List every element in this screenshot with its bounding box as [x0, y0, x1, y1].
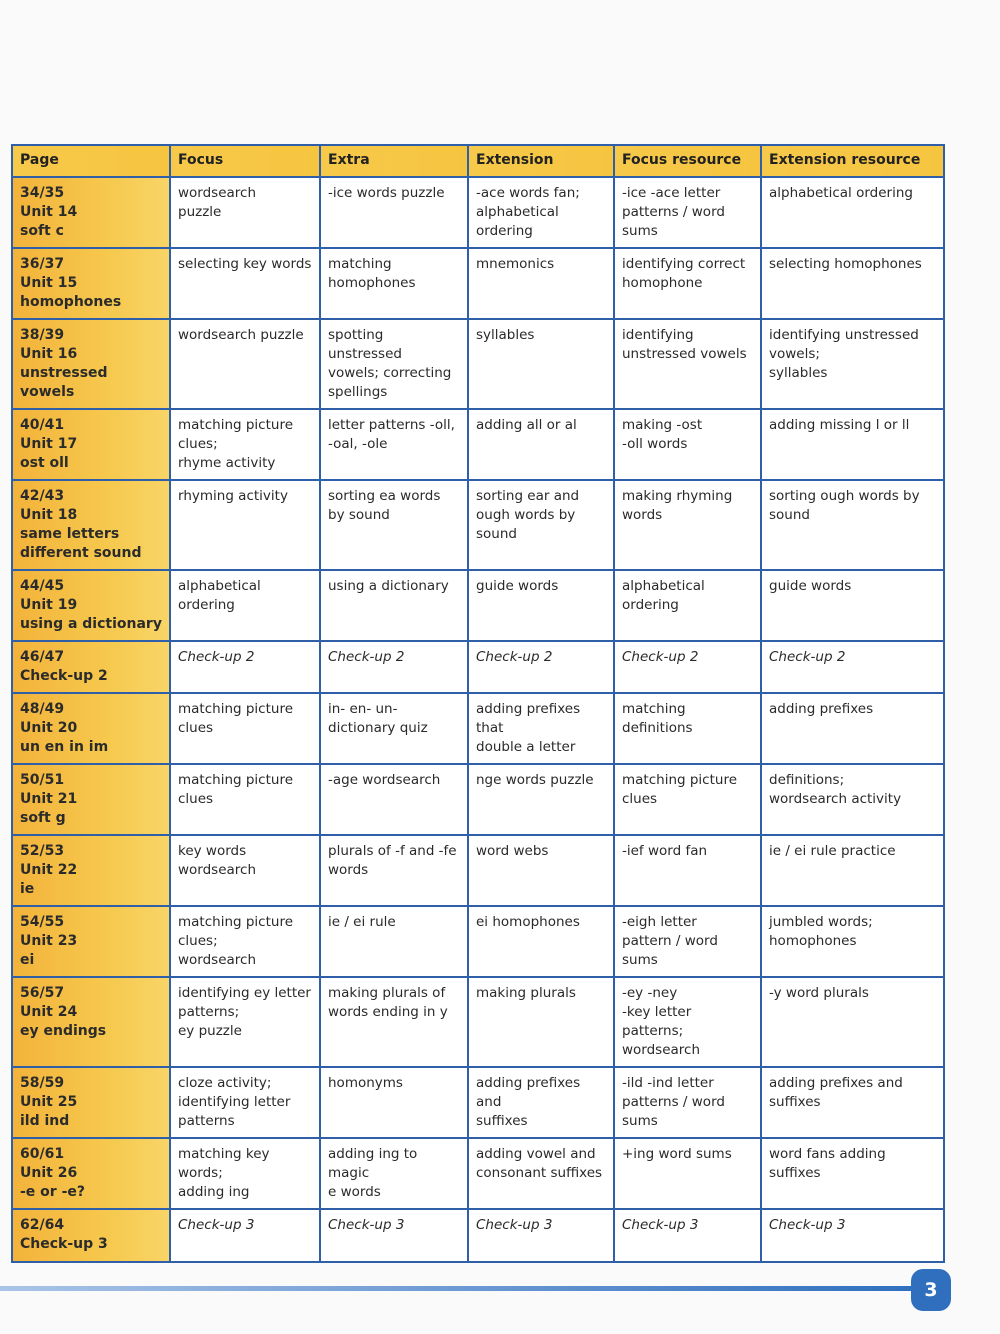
- cell-extra: Check-up 3: [320, 1209, 468, 1262]
- page-unit-cell: 56/57 Unit 24 ey endings: [12, 977, 170, 1067]
- header-extension: Extension: [468, 145, 614, 177]
- cell-extension: nge words puzzle: [468, 764, 614, 835]
- table-row: [12, 177, 944, 248]
- cell-focus: rhyming activity: [170, 480, 320, 570]
- table-row: [12, 319, 944, 409]
- cell-extra: -ice words puzzle: [320, 177, 468, 248]
- cell-extension: adding vowel and consonant suffixes: [468, 1138, 614, 1209]
- cell-focus: matching key words; adding ing: [170, 1138, 320, 1209]
- cell-focus: Check-up 2: [170, 641, 320, 693]
- cell-extension-resource: alphabetical ordering: [761, 177, 944, 248]
- cell-focus-resource: -ief word fan: [614, 835, 761, 906]
- page-unit-cell: 40/41 Unit 17 ost oll: [12, 409, 170, 480]
- table-row: [12, 641, 944, 693]
- page-unit-cell: 50/51 Unit 21 soft g: [12, 764, 170, 835]
- cell-extra: making plurals of words ending in y: [320, 977, 468, 1067]
- cell-extra: spotting unstressed vowels; correcting spellings: [320, 319, 468, 409]
- scheme-of-work-table-container: [11, 144, 943, 1263]
- page-unit-cell: 46/47 Check-up 2: [12, 641, 170, 693]
- cell-extension: ei homophones: [468, 906, 614, 977]
- cell-focus: wordsearch puzzle: [170, 177, 320, 248]
- cell-extension: mnemonics: [468, 248, 614, 319]
- table-row: [12, 906, 944, 977]
- table-row: [12, 248, 944, 319]
- page-unit-cell: 34/35 Unit 14 soft c: [12, 177, 170, 248]
- scheme-of-work-table: [11, 144, 945, 1263]
- cell-extension-resource: guide words: [761, 570, 944, 641]
- page-unit-cell: 44/45 Unit 19 using a dictionary: [12, 570, 170, 641]
- cell-focus-resource: -ey -ney -key letter patterns; wordsearch: [614, 977, 761, 1067]
- cell-extension: sorting ear and ough words by sound: [468, 480, 614, 570]
- cell-focus: matching picture clues; rhyme activity: [170, 409, 320, 480]
- cell-extension-resource: Check-up 2: [761, 641, 944, 693]
- header-page: Page: [12, 145, 170, 177]
- table-row: [12, 977, 944, 1067]
- table-header-row: [12, 145, 944, 177]
- cell-focus-resource: making rhyming words: [614, 480, 761, 570]
- cell-extension-resource: sorting ough words by sound: [761, 480, 944, 570]
- cell-focus: alphabetical ordering: [170, 570, 320, 641]
- cell-extension: adding prefixes and suffixes: [468, 1067, 614, 1138]
- table-row: [12, 570, 944, 641]
- cell-extra: using a dictionary: [320, 570, 468, 641]
- cell-extension-resource: identifying unstressed vowels; syllables: [761, 319, 944, 409]
- table-row: [12, 1138, 944, 1209]
- cell-focus-resource: matching definitions: [614, 693, 761, 764]
- cell-focus: matching picture clues: [170, 693, 320, 764]
- cell-extra: matching homophones: [320, 248, 468, 319]
- page-unit-cell: 48/49 Unit 20 un en in im: [12, 693, 170, 764]
- page-unit-cell: 36/37 Unit 15 homophones: [12, 248, 170, 319]
- cell-focus: Check-up 3: [170, 1209, 320, 1262]
- table-row: [12, 480, 944, 570]
- cell-extension-resource: -y word plurals: [761, 977, 944, 1067]
- cell-extension-resource: Check-up 3: [761, 1209, 944, 1262]
- footer-rule: [0, 1286, 920, 1291]
- page-unit-cell: 62/64 Check-up 3: [12, 1209, 170, 1262]
- cell-extension: word webs: [468, 835, 614, 906]
- header-extra: Extra: [320, 145, 468, 177]
- cell-extension: -ace words fan; alphabetical ordering: [468, 177, 614, 248]
- cell-extension-resource: adding missing l or ll: [761, 409, 944, 480]
- cell-extension: syllables: [468, 319, 614, 409]
- cell-extra: ie / ei rule: [320, 906, 468, 977]
- header-focus: Focus: [170, 145, 320, 177]
- cell-extra: sorting ea words by sound: [320, 480, 468, 570]
- page-unit-cell: 58/59 Unit 25 ild ind: [12, 1067, 170, 1138]
- cell-focus: wordsearch puzzle: [170, 319, 320, 409]
- cell-extra: -age wordsearch: [320, 764, 468, 835]
- table-row: [12, 1209, 944, 1262]
- cell-extension: Check-up 3: [468, 1209, 614, 1262]
- cell-extension: making plurals: [468, 977, 614, 1067]
- cell-extra: adding ing to magic e words: [320, 1138, 468, 1209]
- page-unit-cell: 52/53 Unit 22 ie: [12, 835, 170, 906]
- cell-focus: identifying ey letter patterns; ey puzzle: [170, 977, 320, 1067]
- cell-extension: guide words: [468, 570, 614, 641]
- table-row: [12, 835, 944, 906]
- cell-focus-resource: -ild -ind letter patterns / word sums: [614, 1067, 761, 1138]
- page-unit-cell: 54/55 Unit 23 ei: [12, 906, 170, 977]
- page-unit-cell: 60/61 Unit 26 -e or -e?: [12, 1138, 170, 1209]
- cell-extra: letter patterns -oll, -oal, -ole: [320, 409, 468, 480]
- cell-extension: Check-up 2: [468, 641, 614, 693]
- cell-extra: in- en- un- dictionary quiz: [320, 693, 468, 764]
- cell-focus-resource: identifying unstressed vowels: [614, 319, 761, 409]
- cell-focus-resource: Check-up 3: [614, 1209, 761, 1262]
- cell-extension: adding prefixes that double a letter: [468, 693, 614, 764]
- cell-focus-resource: Check-up 2: [614, 641, 761, 693]
- table-row: [12, 1067, 944, 1138]
- page-unit-cell: 42/43 Unit 18 same letters different sound: [12, 480, 170, 570]
- page-number-badge: 3: [911, 1269, 951, 1311]
- table-body: [12, 177, 944, 1262]
- header-extension-resource: Extension resource: [761, 145, 944, 177]
- cell-extension-resource: adding prefixes and suffixes: [761, 1067, 944, 1138]
- cell-focus: matching picture clues: [170, 764, 320, 835]
- cell-focus: matching picture clues; wordsearch: [170, 906, 320, 977]
- cell-focus-resource: identifying correct homophone: [614, 248, 761, 319]
- header-focus-resource: Focus resource: [614, 145, 761, 177]
- cell-extension-resource: selecting homophones: [761, 248, 944, 319]
- cell-extension-resource: jumbled words; homophones: [761, 906, 944, 977]
- cell-focus-resource: -eigh letter pattern / word sums: [614, 906, 761, 977]
- cell-extra: Check-up 2: [320, 641, 468, 693]
- cell-extension: adding all or al: [468, 409, 614, 480]
- cell-extension-resource: ie / ei rule practice: [761, 835, 944, 906]
- cell-focus: cloze activity; identifying letter patterns: [170, 1067, 320, 1138]
- cell-focus-resource: -ice -ace letter patterns / word sums: [614, 177, 761, 248]
- cell-extra: homonyms: [320, 1067, 468, 1138]
- cell-extra: plurals of -f and -fe words: [320, 835, 468, 906]
- cell-focus: key words wordsearch: [170, 835, 320, 906]
- page-unit-cell: 38/39 Unit 16 unstressed vowels: [12, 319, 170, 409]
- table-row: [12, 409, 944, 480]
- cell-extension-resource: word fans adding suffixes: [761, 1138, 944, 1209]
- cell-focus-resource: alphabetical ordering: [614, 570, 761, 641]
- cell-extension-resource: adding prefixes: [761, 693, 944, 764]
- table-row: [12, 693, 944, 764]
- cell-extension-resource: definitions; wordsearch activity: [761, 764, 944, 835]
- table-row: [12, 764, 944, 835]
- cell-focus-resource: matching picture clues: [614, 764, 761, 835]
- cell-focus-resource: +ing word sums: [614, 1138, 761, 1209]
- cell-focus-resource: making -ost -oll words: [614, 409, 761, 480]
- cell-focus: selecting key words: [170, 248, 320, 319]
